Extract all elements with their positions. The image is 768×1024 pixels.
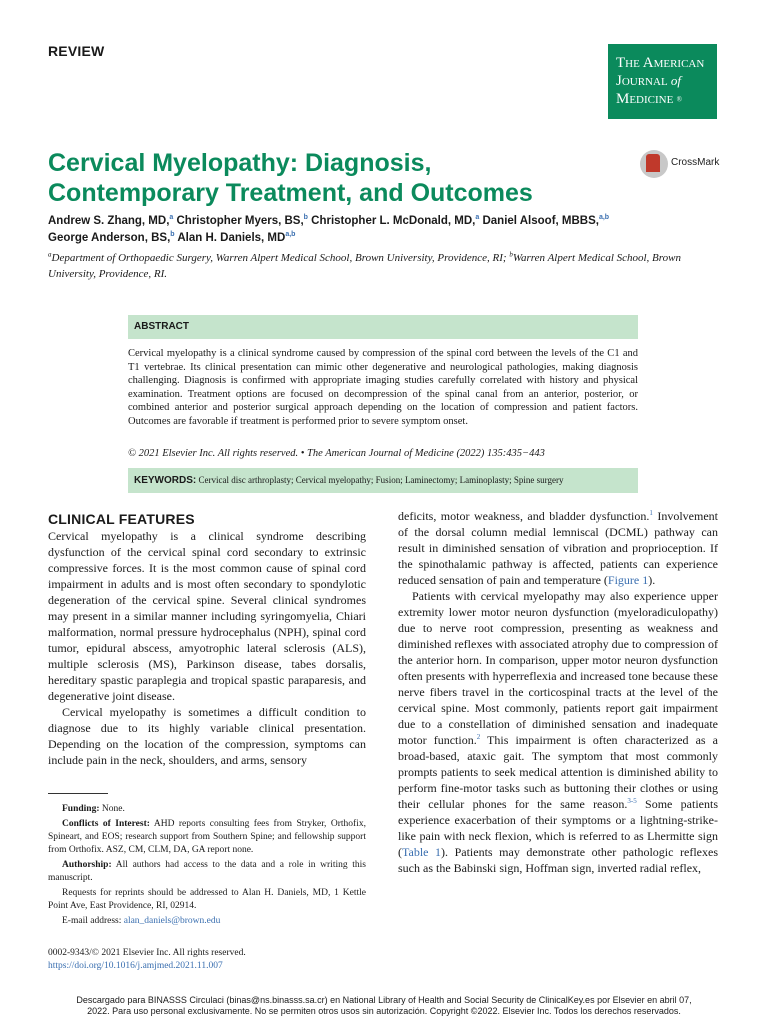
journal-logo-line2: Journal bbox=[616, 73, 668, 89]
affiliation-a: Department of Orthopaedic Surgery, Warren Alpert Medical School, Brown University, Providence, RI; bbox=[51, 252, 507, 264]
body-paragraph: Cervical myelopathy is a clinical syndrome describing dysfunction of the cervical spinal cord secondary to extrinsic compressive forces. It is the most common cause of spinal cord impairment in adults and is most often secondary to spondylotic degeneration of the cervical spine. Several clinical syndromes may present in a similar manner including syringomyelia, Chiari malformation, normal pressure hydrocephalus (NPH), spinal cord tumor, epidural abscess, amyotrophic lateral sclerosis (ALS), multiple sclerosis (MS), Parkinson disease, tabes dorsalis, hereditary spastic paraplegia and tropical spastic paraparesis, and degenerative joint disease. bbox=[48, 529, 366, 703]
footnote-divider bbox=[48, 793, 108, 794]
affiliations bbox=[48, 250, 728, 282]
reference-link[interactable]: 3-5 bbox=[627, 797, 637, 805]
disclaimer-line2: 2022. Para uso personal exclusivamente. No se permiten otros usos sin autorización. Copyright ©2022. Elsevier Inc. Todos los derechos reservados. bbox=[87, 1006, 681, 1016]
keywords-box bbox=[128, 468, 638, 493]
keywords-label: KEYWORDS: bbox=[134, 475, 197, 486]
body-paragraph: Cervical myelopathy is sometimes a difficult condition to diagnose due to its highly variable clinical presentation. Depending on the location of the compression, symptoms can include pain in the neck, shoulders, and arms, sensory bbox=[48, 705, 366, 767]
author-affiliation-marker[interactable]: a,b bbox=[285, 231, 296, 239]
reference-link[interactable]: 1 bbox=[649, 509, 653, 517]
keywords-text: Cervical disc arthroplasty; Cervical myelopathy; Fusion; Laminectomy; Laminoplasty; Spine surgery bbox=[198, 475, 564, 485]
article-title: Cervical Myelopathy: Diagnosis, Contemporary Treatment, and Outcomes bbox=[48, 149, 533, 207]
left-column bbox=[48, 528, 366, 768]
footnote-authorship: Authorship: All authors had access to the data and a role in writing this manuscript. bbox=[48, 860, 366, 883]
doi-block bbox=[48, 947, 368, 973]
journal-logo-of: of bbox=[670, 73, 682, 88]
affiliation-marker: b bbox=[509, 250, 513, 259]
journal-logo-line3: Medicine bbox=[616, 91, 674, 107]
section-heading: CLINICAL FEATURES bbox=[48, 511, 195, 527]
author-affiliation-marker[interactable]: a,b bbox=[598, 214, 610, 222]
reference-link[interactable]: 2 bbox=[476, 733, 481, 741]
body-paragraph: Patients with cervical myelopathy may also experience upper extremity lower motor neuron dysfunction (myeloradiculopathy) due to nerve root compression, presenting as weakness and diminished reflexes with associated atrophy due to compression of the anterior horn. In comparison, upper motor neuron dysfunction often presents with hyperreflexia and increased tone because these nerve fibers travel in the corticospinal tracts at the level of the cervical spine. Most commonly, patients report gait impairment due to a constellation of diminished sensation and inadequate motor function.$^2$ This impairment is often characterized as a broad-based, ataxic gait. The symptom that most commonly prompts patients to seek medical attention is diminished ability to perform fine-motor tasks such as buttoning their clothes or using their cellular phones for the same reason.$^{3-5}$ Some patients experience exacerbation of their symptoms or a lightning-strike-like pain with neck flexion, which is referred to as Lhermitte sign (Table 1). Patients may demonstrate other pathologic reflexes such as the Babinski sign, Hoffman sign, inverted radial reflex, bbox=[398, 589, 718, 875]
abstract-text: Cervical myelopathy is a clinical syndrome caused by compression of the spinal cord between the levels of the C1 and T1 vertebrae. Its clinical presentation can mimic other degenerative and neurological pathologies, making diagnosis challenging. Diagnosis is confirmed with appropriate imaging studies carefully correlated with history and physical examination. Treatment options are focused on decompression of the spinal canal from an anterior, posterior, or combined anterior and posterior surgical approach depending on the location of compression and patient factors. Outcomes are favorable if treatment is performed prior to severe symptom onset. bbox=[128, 348, 638, 427]
right-column bbox=[398, 508, 718, 876]
author-list bbox=[48, 213, 728, 247]
registered-mark: ® bbox=[676, 95, 682, 104]
download-disclaimer bbox=[0, 995, 768, 1017]
author-name: Andrew S. Zhang, MD, bbox=[48, 215, 170, 227]
author-name: Christopher Myers, BS, bbox=[176, 215, 304, 227]
abstract-copyright: © 2021 Elsevier Inc. All rights reserved. • The American Journal of Medicine (2022) 135:435−443 bbox=[128, 448, 545, 459]
author-name: Daniel Alsoof, MBBS, bbox=[482, 215, 599, 227]
journal-logo-line1: The American bbox=[616, 55, 705, 71]
author-affiliation-marker[interactable]: a bbox=[169, 214, 174, 222]
crossmark-icon bbox=[640, 150, 668, 178]
footnote-funding: Funding: None. bbox=[62, 804, 125, 814]
journal-logo bbox=[608, 44, 717, 119]
author-name: Alan H. Daniels, MD bbox=[177, 232, 286, 244]
disclaimer-line1: Descargado para BINASSS Circulaci (binas@ns.binasss.sa.cr) en National Library of Health and Social Security de ClinicalKey.es por Elsevier en abril 07, bbox=[76, 995, 692, 1005]
author-affiliation-marker[interactable]: a bbox=[475, 214, 480, 222]
table-link[interactable]: Table 1 bbox=[402, 845, 442, 859]
footnote-email: E-mail address: alan_daniels@brown.edu bbox=[62, 916, 221, 926]
footnotes bbox=[48, 803, 366, 930]
figure-link[interactable]: Figure 1 bbox=[607, 573, 649, 587]
affiliation-b: Warren Alpert Medical School, Brown University, Providence, RI. bbox=[48, 252, 681, 280]
body-paragraph: deficits, motor weakness, and bladder dysfunction.$^1$ Involvement of the dorsal column medial lemniscal (DCML) pathway can result in diminished sensation of vibration and proprioception. If the spinothalamic pathway is affected, patients can experience reduced sensation of pain and temperature (Figure 1). bbox=[398, 509, 718, 587]
crossmark-badge[interactable] bbox=[640, 150, 720, 178]
author-name: Christopher L. McDonald, MD, bbox=[311, 215, 476, 227]
crossmark-label: CrossMark bbox=[671, 157, 720, 168]
issn-line: 0002-9343/© 2021 Elsevier Inc. All rights reserved. bbox=[48, 948, 246, 958]
doi-link[interactable]: https://doi.org/10.1016/j.amjmed.2021.11.007 bbox=[48, 961, 223, 971]
email-link[interactable]: alan_daniels@brown.edu bbox=[123, 916, 221, 926]
author-name: George Anderson, BS, bbox=[48, 232, 171, 244]
footnote-conflicts: Conflicts of Interest: AHD reports consulting fees from Stryker, Orthofix, Spineart, and EOS; research support from Southern Spine; and fellowship support from Orthofix. ASZ, CM, CLM, DA, GA report none. bbox=[48, 819, 366, 855]
author-affiliation-marker[interactable]: b bbox=[170, 231, 175, 239]
affiliation-marker: a bbox=[48, 250, 52, 259]
author-affiliation-marker[interactable]: b bbox=[303, 214, 308, 222]
footnote-reprints: Requests for reprints should be addressed to Alan H. Daniels, MD, 1 Kettle Point Ave, East Providence, RI, 02914. bbox=[48, 888, 366, 911]
section-label: REVIEW bbox=[48, 43, 105, 59]
abstract-header: ABSTRACT bbox=[128, 315, 638, 339]
